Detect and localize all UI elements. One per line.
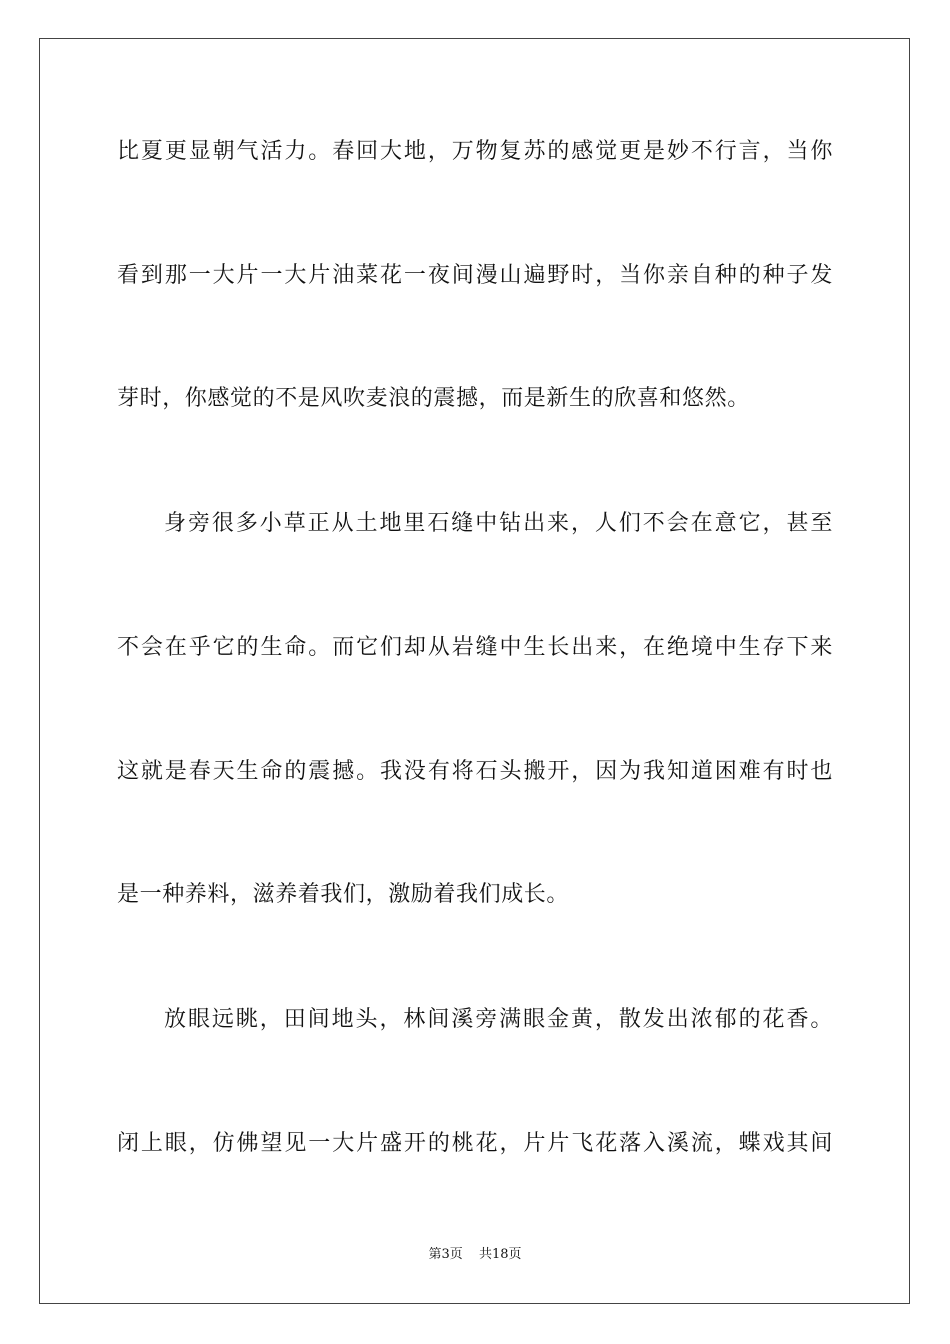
text-line: 是一种养料，滋养着我们，激励着我们成长。 <box>117 882 570 907</box>
text-line: 身旁很多小草正从土地里石缝中钻出来，人们不会在意它，甚至 <box>164 511 833 536</box>
text-line: 看到那一大片一大片油菜花一夜间漫山遍野时，当你亲自种的种子发 <box>117 263 833 288</box>
text-line: 这就是春天生命的震撼。我没有将石头搬开，因为我知道困难有时也 <box>117 759 833 784</box>
page-border <box>39 38 910 1304</box>
text-line: 闭上眼，仿佛望见一大片盛开的桃花，片片飞花落入溪流，蝶戏其间 <box>117 1131 833 1156</box>
page-number: 第3页 <box>428 1247 463 1262</box>
text-line: 芽时，你感觉的不是风吹麦浪的震撼，而是新生的欣喜和悠然。 <box>117 386 750 411</box>
text-line: 比夏更显朝气活力。春回大地，万物复苏的感觉更是妙不行言，当你 <box>117 139 833 164</box>
text-line: 放眼远眺，田间地头，林间溪旁满眼金黄，散发出浓郁的花香。 <box>164 1007 833 1032</box>
page-footer <box>0 1246 950 1264</box>
total-pages: 共18页 <box>478 1247 522 1262</box>
text-line: 不会在乎它的生命。而它们却从岩缝中生长出来，在绝境中生存下来 <box>117 635 833 660</box>
